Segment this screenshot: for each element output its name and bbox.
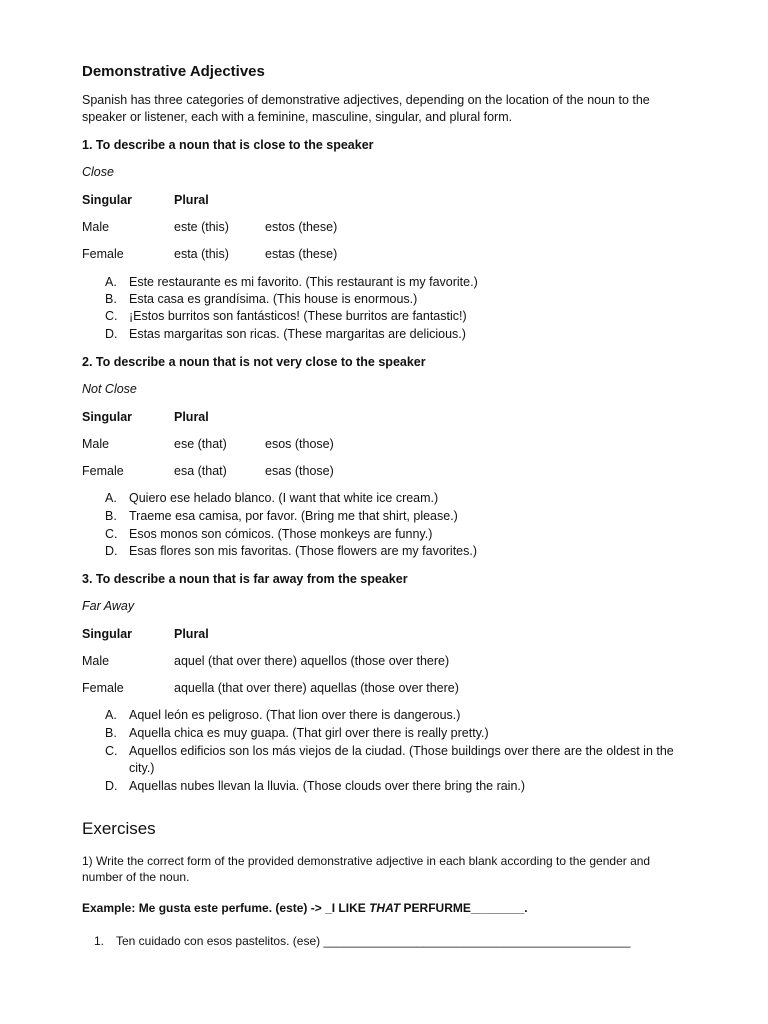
section-1-example-b: Esta casa es grandísima. (This house is enormous.)	[129, 292, 418, 306]
exercise-item-1: Ten cuidado con esos pastelitos. (ese) ______________________________________________	[116, 934, 631, 948]
section-2-row-female-label: Female	[82, 464, 124, 478]
section-1-row-male-singular: este (this)	[174, 220, 229, 234]
section-1-col-plural: Plural	[174, 193, 209, 207]
section-2-heading: 2. To describe a noun that is not very close to the speaker	[82, 355, 426, 369]
section-1-col-singular: Singular	[82, 193, 133, 207]
section-2-example-a: Quiero ese helado blanco. (I want that white ice cream.)	[129, 491, 439, 505]
section-3-sublabel: Far Away	[82, 599, 135, 613]
section-1-row-female-label: Female	[82, 247, 124, 261]
section-3-example-a: Aquel león es peligroso. (That lion over there is dangerous.)	[129, 708, 461, 722]
section-3-example-c-line-2: city.)	[129, 761, 155, 775]
section-1-heading: 1. To describe a noun that is close to the speaker	[82, 138, 374, 152]
section-3-example-d-letter: D.	[105, 779, 118, 793]
section-1-row-male-label: Male	[82, 220, 110, 234]
section-1-sublabel: Close	[82, 165, 114, 179]
section-1-example-a-letter: A.	[105, 275, 117, 289]
section-2-example-c-letter: C.	[105, 527, 118, 541]
section-2-example-b-letter: B.	[105, 509, 117, 523]
exercise-instruction-line-2: number of the noun.	[82, 870, 190, 884]
exercise-example-suffix: PERFURME________.	[400, 901, 528, 915]
section-1-row-female-plural: estas (these)	[265, 247, 338, 261]
section-2-example-d: Esas flores son mis favoritas. (Those flowers are my favorites.)	[129, 544, 478, 558]
section-1-example-a: Este restaurante es mi favorito. (This restaurant is my favorite.)	[129, 275, 478, 289]
section-3-row-female-forms: aquella (that over there) aquellas (those over there)	[174, 681, 459, 695]
section-1-example-c: ¡Estos burritos son fantásticos! (These burritos are fantastic!)	[129, 309, 467, 323]
section-3-heading: 3. To describe a noun that is far away from the speaker	[82, 572, 408, 586]
section-2-example-b: Traeme esa camisa, por favor. (Bring me that shirt, please.)	[129, 509, 458, 523]
section-2-row-male-label: Male	[82, 437, 110, 451]
section-2-row-male-singular: ese (that)	[174, 437, 227, 451]
section-3-example-b-letter: B.	[105, 726, 117, 740]
intro-line-2: speaker or listener, each with a feminine, masculine, singular, and plural form.	[82, 110, 513, 124]
exercise-item-1-number: 1.	[94, 934, 105, 948]
section-3-row-female-label: Female	[82, 681, 124, 695]
exercise-example-prefix: Example: Me gusta este perfume. (este) -> _I LIKE	[82, 901, 370, 915]
section-3-row-male-label: Male	[82, 654, 110, 668]
section-3-col-plural: Plural	[174, 627, 209, 641]
section-2-sublabel: Not Close	[82, 382, 137, 396]
section-2-example-a-letter: A.	[105, 491, 117, 505]
section-2-col-singular: Singular	[82, 410, 133, 424]
section-3-example-c-letter: C.	[105, 744, 118, 758]
section-3-row-male-forms: aquel (that over there) aquellos (those over there)	[174, 654, 450, 668]
section-3-example-b: Aquella chica es muy guapa. (That girl over there is really pretty.)	[129, 726, 489, 740]
section-1-row-male-plural: estos (these)	[265, 220, 338, 234]
section-1-row-female-singular: esta (this)	[174, 247, 229, 261]
section-1-example-d-letter: D.	[105, 327, 118, 341]
section-3-col-singular: Singular	[82, 627, 133, 641]
section-2-col-plural: Plural	[174, 410, 209, 424]
doc-title: Demonstrative Adjectives	[82, 63, 265, 80]
section-2-row-female-singular: esa (that)	[174, 464, 227, 478]
section-2-example-c: Esos monos son cómicos. (Those monkeys are funny.)	[129, 527, 433, 541]
section-3-example-a-letter: A.	[105, 708, 117, 722]
section-1-example-c-letter: C.	[105, 309, 118, 323]
intro-line-1: Spanish has three categories of demonstrative adjectives, depending on the location of the noun to the	[82, 93, 650, 107]
section-2-row-female-plural: esas (those)	[265, 464, 334, 478]
section-3-example-c-line-1: Aquellos edificios son los más viejos de la ciudad. (Those buildings over there are the oldest in the	[129, 744, 674, 758]
exercises-heading: Exercises	[82, 819, 156, 838]
section-1-example-d: Estas margaritas son ricas. (These margaritas are delicious.)	[129, 327, 466, 341]
section-1-example-b-letter: B.	[105, 292, 117, 306]
section-2-example-d-letter: D.	[105, 544, 118, 558]
section-3-example-d: Aquellas nubes llevan la lluvia. (Those clouds over there bring the rain.)	[129, 779, 526, 793]
exercise-example	[82, 901, 528, 915]
section-2-row-male-plural: esos (those)	[265, 437, 334, 451]
exercise-instruction-line-1: 1) Write the correct form of the provided demonstrative adjective in each blank according to the gender and	[82, 854, 651, 868]
exercise-example-emphasis: THAT	[369, 901, 401, 915]
